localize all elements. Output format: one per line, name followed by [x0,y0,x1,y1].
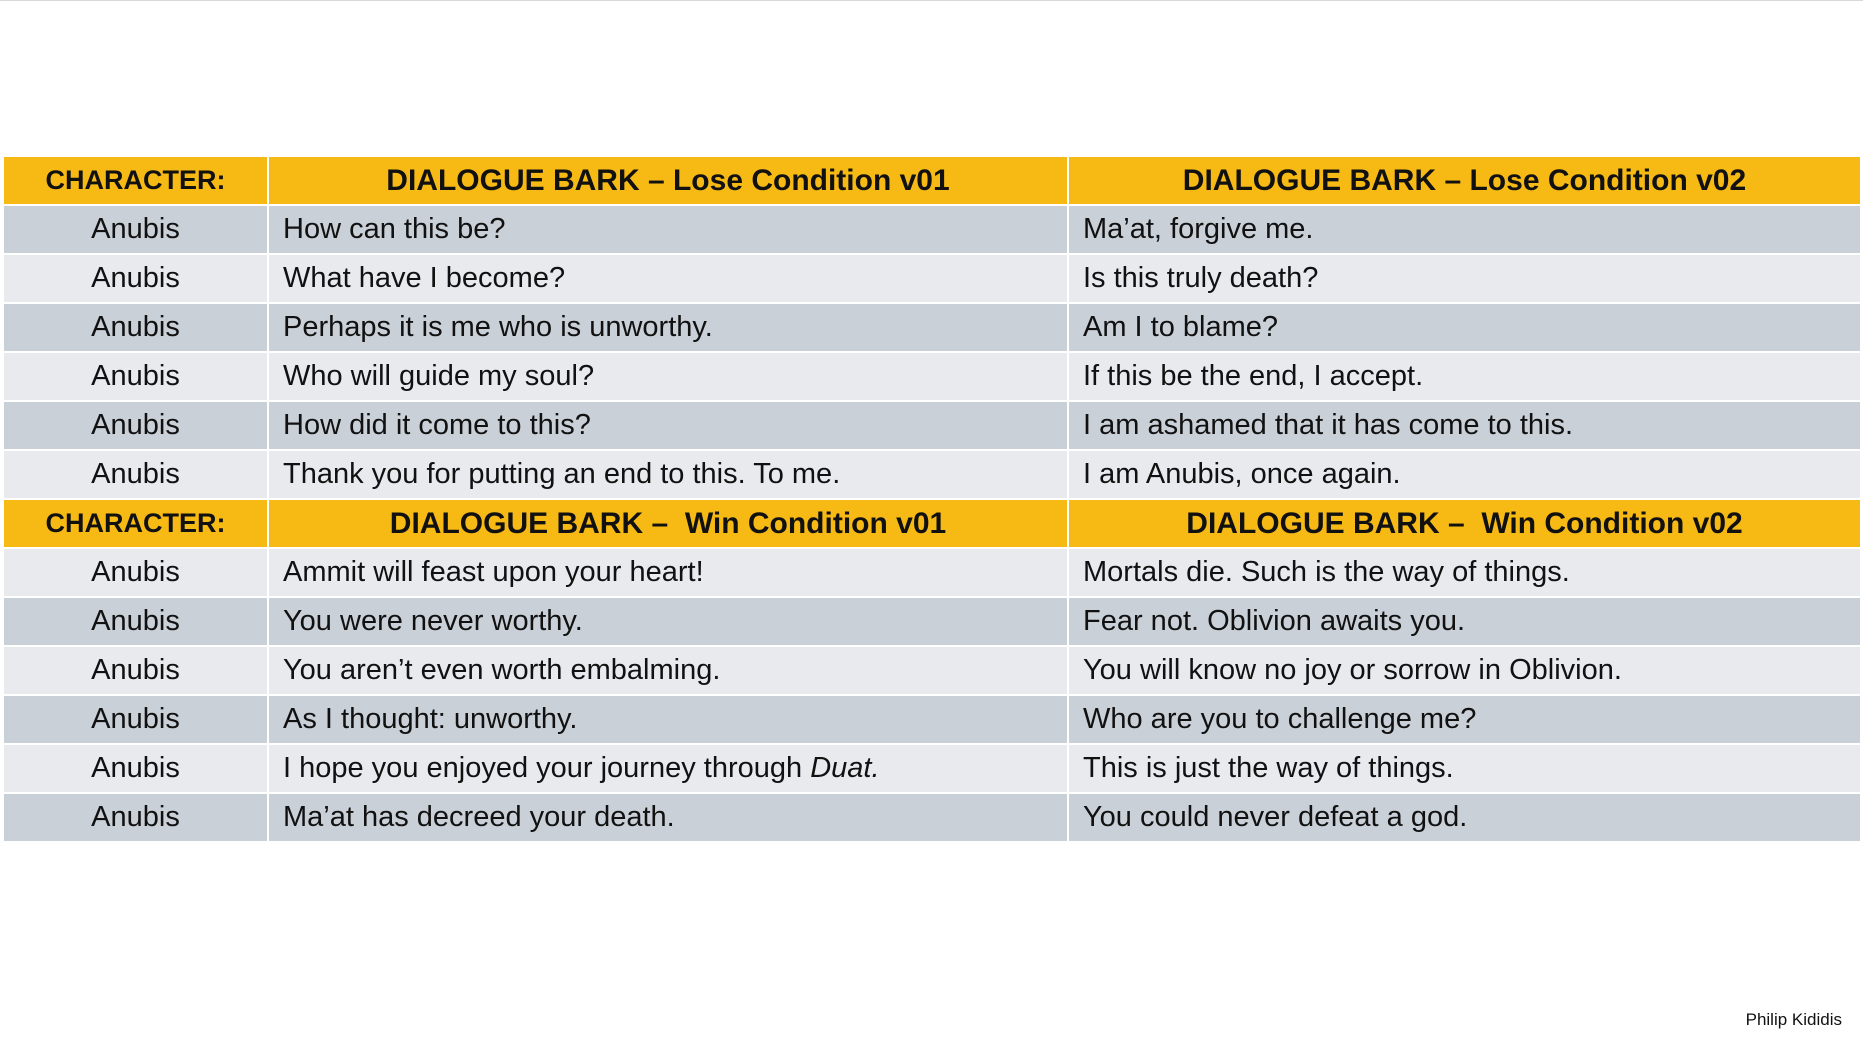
character-cell: Anubis [4,744,269,793]
character-cell: Anubis [4,548,269,597]
character-cell: Anubis [4,205,269,254]
table-row [4,401,1860,450]
bark-v02-cell: You could never defeat a god. [1069,793,1860,842]
table-row [4,793,1860,842]
bark-v01-cell: What have I become? [269,254,1069,303]
bark-v01-cell: Perhaps it is me who is unworthy. [269,303,1069,352]
win-v02-header: DIALOGUE BARK – Win Condition v02 [1069,499,1860,548]
character-header: CHARACTER: [4,499,269,548]
table-row [4,254,1860,303]
bark-v01-cell: As I thought: unworthy. [269,695,1069,744]
character-cell: Anubis [4,401,269,450]
lose-header-row [4,156,1860,205]
bark-v02-cell: I am ashamed that it has come to this. [1069,401,1860,450]
bark-v02-cell: Ma’at, forgive me. [1069,205,1860,254]
character-cell: Anubis [4,597,269,646]
table-row [4,205,1860,254]
character-cell: Anubis [4,646,269,695]
table-row [4,450,1860,499]
bark-v02-cell: I am Anubis, once again. [1069,450,1860,499]
table-row [4,303,1860,352]
author-credit: Philip Kididis [1745,1010,1842,1029]
bark-v02-cell: You will know no joy or sorrow in Oblivion. [1069,646,1860,695]
bark-v02-cell: Am I to blame? [1069,303,1860,352]
bark-v01-cell: You were never worthy. [269,597,1069,646]
table-row [4,352,1860,401]
character-cell: Anubis [4,352,269,401]
bark-v02-cell: Mortals die. Such is the way of things. [1069,548,1860,597]
lose-v01-header: DIALOGUE BARK – Lose Condition v01 [269,156,1069,205]
bark-v02-cell: If this be the end, I accept. [1069,352,1860,401]
bark-v02-cell: This is just the way of things. [1069,744,1860,793]
bark-v02-cell: Is this truly death? [1069,254,1860,303]
bark-v02-cell: Who are you to challenge me? [1069,695,1860,744]
table-row [4,744,1860,793]
character-cell: Anubis [4,303,269,352]
bark-text-italic: Duat. [810,752,880,784]
win-header-row [4,499,1860,548]
top-rule [0,0,1863,1]
table-row [4,695,1860,744]
bark-v01-cell: Thank you for putting an end to this. To me. [269,450,1069,499]
lose-v02-header: DIALOGUE BARK – Lose Condition v02 [1069,156,1860,205]
bark-v01-cell: How can this be? [269,205,1069,254]
character-cell: Anubis [4,695,269,744]
bark-v01-cell [269,744,1069,793]
bark-v02-cell: Fear not. Oblivion awaits you. [1069,597,1860,646]
table-row [4,548,1860,597]
bark-v01-cell: Ammit will feast upon your heart! [269,548,1069,597]
dialogue-bark-table [4,156,1860,842]
bark-text: I hope you enjoyed your journey through [283,752,811,784]
character-cell: Anubis [4,450,269,499]
table-row [4,597,1860,646]
bark-v01-cell: Who will guide my soul? [269,352,1069,401]
character-header: CHARACTER: [4,156,269,205]
bark-v01-cell: How did it come to this? [269,401,1069,450]
character-cell: Anubis [4,254,269,303]
bark-v01-cell: You aren’t even worth embalming. [269,646,1069,695]
character-cell: Anubis [4,793,269,842]
win-v01-header: DIALOGUE BARK – Win Condition v01 [269,499,1069,548]
bark-v01-cell: Ma’at has decreed your death. [269,793,1069,842]
table-row [4,646,1860,695]
